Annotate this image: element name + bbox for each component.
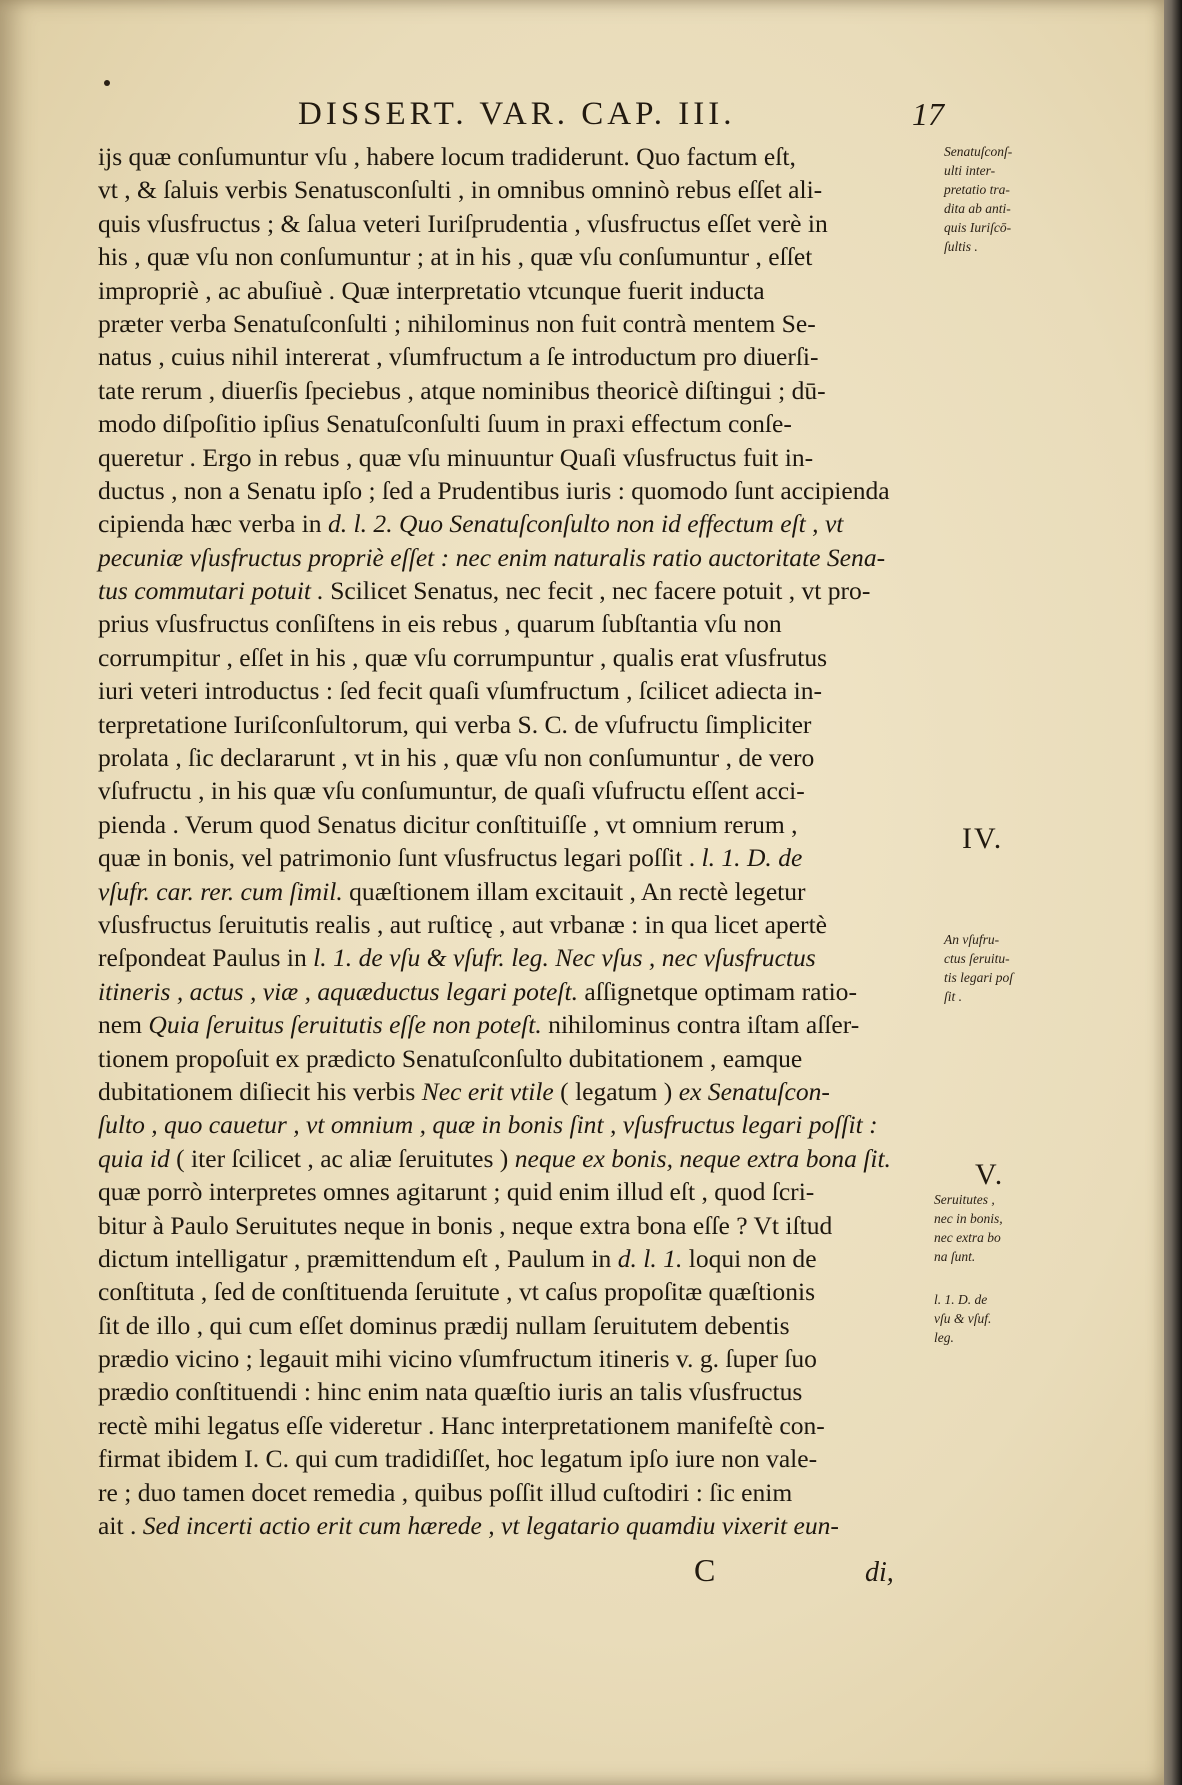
signature-mark: C [694, 1552, 716, 1588]
text-line [98, 1509, 938, 1542]
text-line [98, 774, 938, 807]
margin-note-line: vſu & vſuf. [934, 1311, 992, 1326]
text-line [98, 1209, 938, 1242]
text-line [98, 207, 938, 240]
text-segment: prius vſusfructus conſiſtens in eis rebus , quarum ſubſtantia vſu non [98, 609, 782, 639]
margin-note-line: nec extra bo [934, 1230, 1001, 1245]
text-segment: ( iter ſcilicet , ac aliæ ſeruitutes ) [169, 1143, 515, 1173]
text-segment: Nec erit vtile [421, 1076, 554, 1106]
text-line [98, 1242, 938, 1275]
text-segment: impropriè , ac abuſiuè . Quæ interpretatio vtcunque fuerit inducta [98, 275, 765, 305]
page-number: 17 [912, 96, 944, 132]
text-segment: vt , & ſaluis verbis Senatusconſulti , in omnibus omninò rebus eſſet ali- [98, 175, 823, 205]
text-segment: dictum intelligatur , præmittendum eſt , Paulum in [98, 1243, 618, 1273]
text-line [98, 1042, 938, 1075]
text-segment: d. l. 2. Quo Senatuſconſulto non id effectum eſt , vt [327, 509, 844, 539]
book-edge [1164, 0, 1182, 1785]
text-segment: aſſignetque optimam ratio- [577, 976, 857, 1006]
text-segment: quis vſusfructus ; & ſalua veteri Iuriſprudentia , vſusfructus eſſet verè in [98, 208, 828, 238]
text-segment: firmat ibidem I. C. qui cum tradidiſſet, hoc legatum ipſo iure non vale- [98, 1444, 818, 1474]
text-line [98, 474, 938, 507]
text-segment: prolata , ſic declararunt , vt in his , quæ vſu non conſumuntur , de vero [98, 743, 815, 773]
text-segment: ait . [98, 1511, 143, 1541]
body-text [98, 140, 938, 1542]
text-segment: Sed incerti actio erit cum hærede , vt legatario quamdiu vixerit eun- [142, 1511, 839, 1541]
margin-note-line: tis legari poſ [944, 970, 1014, 985]
margin-note-line: nec in bonis, [934, 1211, 1003, 1226]
text-segment: queretur . Ergo in rebus , quæ vſu minuuntur Quaſi vſusfructus fuit in- [98, 442, 814, 472]
margin-note-line: Seruitutes , [934, 1192, 995, 1207]
text-line [98, 407, 938, 440]
text-line [98, 1008, 938, 1041]
text-segment: rectè mihi legatus eſſe videretur . Hanc interpretationem manifeſtè con- [98, 1410, 825, 1440]
text-segment: quæ in bonis, vel patrimonio ſunt vſusfructus legari poſſit . [98, 843, 702, 873]
text-segment: ductus , non a Senatu ipſo ; ſed a Prudentibus iuris : quomodo ſunt accipienda [98, 475, 890, 505]
text-line [98, 1409, 938, 1442]
text-line [98, 908, 938, 941]
margin-note-line: Senatuſconſ- [944, 144, 1013, 159]
text-segment: ſulto , quo cauetur , vt omnium , quæ in bonis ſint , vſusfructus legari poſſit : [98, 1110, 878, 1140]
margin-note-line: ctus ſeruitu- [944, 951, 1010, 966]
text-segment: modo diſpoſitio ipſius Senatuſconſulti ſuum in praxi effectum conſe- [98, 409, 792, 439]
text-line [98, 1375, 938, 1408]
margin-note-line: ſultis . [944, 239, 978, 254]
text-line [98, 1275, 938, 1308]
text-line [98, 1342, 938, 1375]
margin-note-line: pretatio tra- [944, 182, 1010, 197]
margin-note-line: l. 1. D. de [934, 1292, 988, 1307]
text-segment: nihilominus contra iſtam aſſer- [541, 1010, 860, 1040]
margin-note-line: ulti inter- [944, 163, 996, 178]
text-line [98, 307, 938, 340]
text-segment: tus commutari potuit . [98, 576, 324, 606]
text-line [98, 173, 938, 206]
text-segment: cipienda hæc verba in [98, 509, 328, 539]
text-line [98, 574, 938, 607]
text-segment: his , quæ vſu non conſumuntur ; at in his , quæ vſu conſumuntur , eſſet [98, 242, 813, 272]
text-segment: ſit de illo , qui cum eſſet dominus prædij nullam ſeruitutem debentis [98, 1310, 790, 1340]
text-segment: vſusfructus ſeruitutis realis , aut ruſticę , aut vrbanæ : in qua licet apertè [98, 909, 828, 939]
text-line [98, 240, 938, 273]
text-line [98, 674, 938, 707]
text-line [98, 741, 938, 774]
margin-note-senatusconsulti [944, 142, 1064, 256]
text-line [98, 808, 938, 841]
section-number-iv: IV. [962, 822, 1004, 855]
text-segment: terpretatione Iuriſconſultorum, qui verba S. C. de vſufructu ſimpliciter [98, 709, 812, 739]
text-line [98, 340, 938, 373]
text-line [98, 1309, 938, 1342]
margin-note-line: dita ab anti- [944, 201, 1011, 216]
text-line [98, 975, 938, 1008]
margin-note-servitutes [934, 1190, 1064, 1266]
margin-note-line: na ſunt. [934, 1249, 976, 1264]
text-segment: quæ porrò interpretes omnes agitarunt ; quid enim illud eſt , quod ſcri- [98, 1177, 815, 1207]
text-segment: Quia ſeruitus ſeruitutis eſſe non poteſt. [148, 1010, 542, 1040]
text-segment: vſufr. car. rer. cum ſimil. [98, 876, 343, 906]
text-segment: tate rerum , diuerſis ſpeciebus , atque nominibus theoricè diſtingui ; dū- [98, 375, 826, 405]
text-line [98, 140, 938, 173]
text-segment: neque ex bonis, neque extra bona ſit. [514, 1143, 891, 1173]
text-segment: pecuniæ vſusfructus propriè eſſet : nec enim naturalis ratio auctoritate Sena- [98, 542, 886, 572]
text-segment: ijs quæ conſumuntur vſu , habere locum tradiderunt. Quo factum eſt, [98, 142, 796, 171]
margin-note-line: leg. [934, 1330, 954, 1345]
text-segment: præter verba Senatuſconſulti ; nihilominus non fuit contrà mentem Se- [98, 308, 816, 338]
running-head: DISSERT. VAR. CAP. III. [298, 96, 736, 132]
text-segment: quæſtionem illam excitauit , An rectè legetur [342, 876, 806, 906]
text-line [98, 1075, 938, 1108]
text-segment: bitur à Paulo Seruitutes neque in bonis , neque extra bona eſſe ? Vt iſtud [98, 1210, 833, 1240]
text-segment: Scilicet Senatus, nec fecit , nec facere potuit , vt pro- [323, 576, 871, 606]
margin-note-line: quis Iuriſcō- [944, 220, 1012, 235]
text-segment: d. l. 1. [617, 1243, 683, 1273]
text-line [98, 941, 938, 974]
text-line [98, 507, 938, 540]
text-segment: quia id [98, 1143, 170, 1173]
text-line [98, 1175, 938, 1208]
text-line [98, 841, 938, 874]
text-segment: loqui non de [682, 1243, 817, 1273]
text-segment: ex Senatuſcon- [678, 1076, 830, 1106]
text-segment: itineris , actus , viæ , aquæductus legari poteſt. [98, 976, 578, 1006]
text-line [98, 875, 938, 908]
text-line [98, 541, 938, 574]
section-number-v: V. [975, 1158, 1005, 1191]
text-line [98, 374, 938, 407]
text-line [98, 1476, 938, 1509]
text-segment: ( legatum ) [553, 1076, 679, 1106]
text-segment: tionem propoſuit ex prædicto Senatuſconſulto dubitationem , eamque [98, 1043, 803, 1073]
text-segment: corrumpitur , eſſet in his , quæ vſu corrumpuntur , qualis erat vſusfrutus [98, 642, 828, 672]
text-segment: prædio conſtituendi : hinc enim nata quæſtio iuris an talis vſusfructus [98, 1377, 803, 1407]
margin-note-citation [934, 1290, 1064, 1347]
text-segment: reſpondeat Paulus in [98, 943, 314, 973]
text-line [98, 274, 938, 307]
text-line [98, 708, 938, 741]
catchword: di, [865, 1557, 894, 1588]
text-segment: pienda . Verum quod Senatus dicitur conſtituiſſe , vt omnium rerum , [98, 809, 798, 839]
text-line [98, 1442, 938, 1475]
text-segment: prædio vicino ; legauit mihi vicino vſumfructum itineris v. g. ſuper ſuo [98, 1344, 817, 1374]
ink-dot [104, 80, 110, 86]
text-segment: l. 1. D. de [701, 843, 803, 873]
text-segment: re ; duo tamen docet remedia , quibus poſſit illud cuſtodiri : ſic enim [98, 1477, 793, 1507]
text-line [98, 1108, 938, 1141]
text-segment: vſufructu , in his quæ vſu conſumuntur, de quaſi vſufructu eſſent acci- [98, 776, 805, 806]
text-line [98, 641, 938, 674]
margin-note-line: An vſufru- [944, 932, 1000, 947]
text-segment: nem [98, 1010, 149, 1040]
text-segment: dubitationem diſiecit his verbis [98, 1076, 422, 1106]
margin-note-line: ſit . [944, 989, 963, 1004]
text-segment: natus , cuius nihil intererat , vſumfructum a ſe introductum pro diuerſi- [98, 342, 819, 372]
text-segment: conſtituta , ſed de conſtituenda ſeruitute , vt caſus propoſitæ quæſtionis [98, 1277, 816, 1307]
text-segment: iuri veteri introductus : ſed fecit quaſi vſumfructum , ſcilicet adiecta in- [98, 676, 823, 706]
text-line [98, 607, 938, 640]
text-segment: l. 1. de vſu & vſufr. leg. Nec vſus , nec vſusfructus [313, 943, 816, 973]
margin-note-usufructus-servitutis [944, 930, 1064, 1006]
text-line [98, 441, 938, 474]
text-line [98, 1142, 938, 1175]
